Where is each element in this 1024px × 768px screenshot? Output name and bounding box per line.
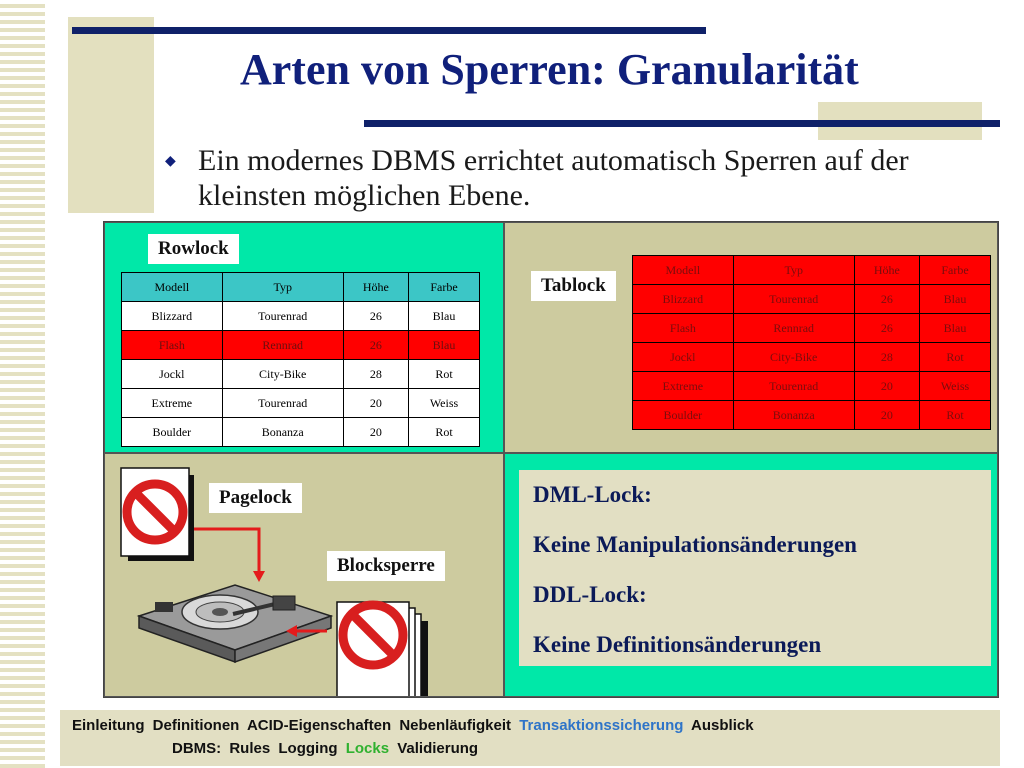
pagelock-label: Pagelock: [209, 483, 302, 513]
table-cell: 20: [343, 389, 408, 418]
ddl-lock-description: Keine Definitionsänderungen: [533, 632, 822, 657]
table-cell: Boulder: [122, 418, 223, 447]
table-cell: Bonanza: [733, 401, 854, 430]
tablock-quadrant: [504, 222, 998, 453]
nav-link-transaktionssicherung[interactable]: Transaktionssicherung: [519, 717, 684, 734]
table-cell: Rot: [409, 418, 480, 447]
footer-row-subtopics: [172, 740, 482, 757]
table-cell: Extreme: [633, 372, 734, 401]
nav-link-locks[interactable]: Locks: [345, 740, 390, 757]
table-cell: 26: [854, 314, 919, 343]
table-cell: Rennrad: [733, 314, 854, 343]
table-cell: 26: [343, 302, 408, 331]
header-cell: Höhe: [343, 273, 408, 302]
blocksperre-label: Blocksperre: [327, 551, 445, 581]
header-cell: Farbe: [409, 273, 480, 302]
table-row: [633, 343, 991, 372]
table-header-row: [122, 273, 480, 302]
left-stripe-band: [0, 0, 45, 768]
table-cell: 26: [343, 331, 408, 360]
arrow-down-icon: [194, 529, 265, 582]
table-cell: Tourenrad: [222, 302, 343, 331]
table-cell: Tourenrad: [222, 389, 343, 418]
nav-link-validierung[interactable]: Validierung: [397, 740, 479, 757]
table-cell: Jockl: [122, 360, 223, 389]
table-row: [633, 372, 991, 401]
table-cell: Flash: [633, 314, 734, 343]
ddl-lock-title: DDL-Lock:: [533, 582, 647, 607]
nav-link-acid[interactable]: ACID-Eigenschaften: [246, 717, 392, 734]
table-cell: 28: [854, 343, 919, 372]
table-cell: Flash: [122, 331, 223, 360]
table-row: [122, 389, 480, 418]
table-cell: Extreme: [122, 389, 223, 418]
nav-link-nebenlaeufigkeit[interactable]: Nebenläufigkeit: [399, 717, 512, 734]
nav-link-definitionen[interactable]: Definitionen: [152, 717, 240, 734]
table-cell: Weiss: [409, 389, 480, 418]
tablock-label: Tablock: [531, 271, 616, 301]
table-cell: City-Bike: [733, 343, 854, 372]
table-cell: Rot: [920, 401, 991, 430]
header-cell: Typ: [733, 256, 854, 285]
bullet-text: Ein modernes DBMS errichtet automatisch Sperren auf der kleinsten möglichen Ebene.: [198, 144, 909, 212]
table-cell: City-Bike: [222, 360, 343, 389]
nav-link-logging[interactable]: Logging: [278, 740, 338, 757]
table-row: [633, 401, 991, 430]
table-cell: Blizzard: [633, 285, 734, 314]
table-cell: 20: [343, 418, 408, 447]
nav-link-dbms[interactable]: DBMS:: [172, 740, 222, 757]
table-cell: 26: [854, 285, 919, 314]
table-row: [122, 302, 480, 331]
table-cell: Blau: [920, 285, 991, 314]
table-row: [122, 360, 480, 389]
table-cell: Tourenrad: [733, 372, 854, 401]
table-cell: Tourenrad: [733, 285, 854, 314]
decor-block-top: [68, 17, 154, 213]
table-row: [633, 314, 991, 343]
nav-link-einleitung[interactable]: Einleitung: [72, 717, 145, 734]
table-cell: Jockl: [633, 343, 734, 372]
table-cell: Blau: [409, 302, 480, 331]
table-cell: Rot: [409, 360, 480, 389]
table-cell: 28: [343, 360, 408, 389]
footer-navigation: [60, 710, 1000, 766]
rowlock-table: [121, 272, 480, 447]
header-cell: Höhe: [854, 256, 919, 285]
slide-title: Arten von Sperren: Granularität: [240, 45, 859, 94]
rowlock-label: Rowlock: [148, 234, 239, 264]
header-cell: Farbe: [920, 256, 991, 285]
table-row: [633, 285, 991, 314]
nav-link-ausblick[interactable]: Ausblick: [691, 717, 754, 734]
header-cell: Modell: [633, 256, 734, 285]
table-cell: Boulder: [633, 401, 734, 430]
table-cell: Rot: [920, 343, 991, 372]
table-row: [122, 418, 480, 447]
table-header-row: [633, 256, 991, 285]
footer-row-topics: [72, 717, 758, 734]
table-cell: Blau: [409, 331, 480, 360]
table-cell: Rennrad: [222, 331, 343, 360]
locked-table-row: [122, 331, 480, 360]
lock-types-quadrant: [504, 453, 998, 697]
page-prohibited-icon: [121, 468, 194, 561]
pagelock-quadrant: [104, 453, 504, 697]
decor-bar-top: [72, 27, 706, 34]
diamond-bullet-icon: ◆: [165, 154, 176, 169]
header-cell: Modell: [122, 273, 223, 302]
dml-lock-description: Keine Manipulationsänderungen: [533, 532, 857, 557]
table-cell: 20: [854, 372, 919, 401]
rowlock-quadrant: [104, 222, 504, 453]
table-cell: Blau: [920, 314, 991, 343]
hard-disk-icon: [139, 585, 331, 662]
nav-link-rules[interactable]: Rules: [229, 740, 271, 757]
decor-bar-right: [364, 120, 1000, 127]
lock-types-box: [519, 470, 991, 666]
table-cell: Bonanza: [222, 418, 343, 447]
table-cell: 20: [854, 401, 919, 430]
tablock-table: [632, 255, 991, 430]
table-cell: Weiss: [920, 372, 991, 401]
lock-granularity-grid: [103, 221, 999, 698]
header-cell: Typ: [222, 273, 343, 302]
page-stack-prohibited-icon: [337, 602, 428, 696]
dml-lock-title: DML-Lock:: [533, 482, 652, 507]
table-cell: Blizzard: [122, 302, 223, 331]
